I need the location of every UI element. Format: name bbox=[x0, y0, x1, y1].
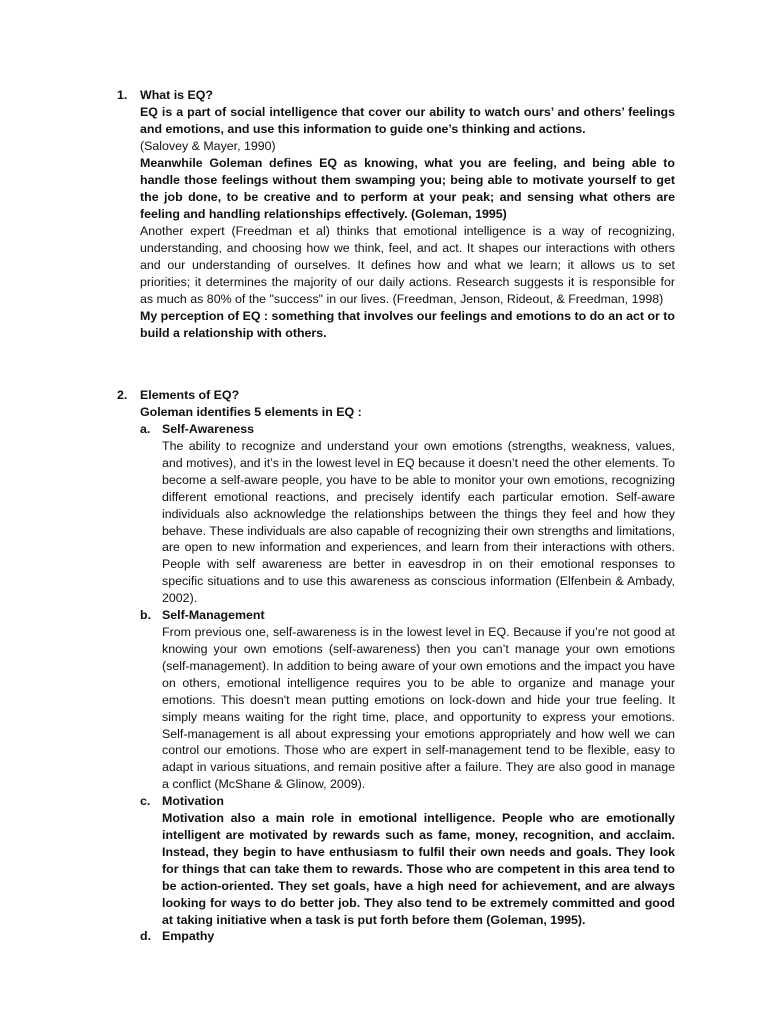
paragraph-my-perception: My perception of EQ : something that involves our feelings and emotions to do an act or to build a relationship with others. bbox=[140, 309, 675, 340]
section-title: What is EQ? bbox=[140, 88, 213, 102]
subsection-letter: d. bbox=[140, 929, 152, 944]
subsection-heading-motivation bbox=[140, 793, 677, 810]
subsection-title: Self-Management bbox=[162, 608, 265, 623]
subsection-title: Motivation bbox=[162, 794, 224, 809]
subsection-heading-self-awareness bbox=[140, 421, 677, 438]
section-number: 1. bbox=[117, 88, 128, 102]
paragraph-eq-definition: EQ is a part of social intelligence that cover our ability to watch ours’ and others’ feelings and emotions, and use this information to guide one’s thinking and actions. bbox=[140, 105, 675, 136]
subsection-title: Self-Awareness bbox=[162, 422, 255, 436]
paragraph-citation-salovey: (Salovey & Mayer, 1990) bbox=[140, 139, 276, 153]
subsection-title: Empathy bbox=[162, 929, 215, 944]
paragraph-self-management: From previous one, self-awareness is in the lowest level in EQ. Because if you’re not good at knowing your own emotions (self-awareness) then you can’t manage your own emotions (self-management). In addition to being aware of your own emotions and the impact you have on others, emotional intelligence requires you to be able to organize and manage your emotions. This doesn't mean putting emotions on lock-down and hide your true feeling. It simply means waiting for the right time, place, and opportunity to express your emotions. Self-management is all about expressing your emotions appropriately and how well we can control our emotions. Those who are expert in self-management tend to be flexible, easy to adapt in various situations, and remain positive after a failure. They are also good in manage a conflict (McShane & Glinow, 2009). bbox=[162, 625, 675, 792]
subsection-heading-self-management bbox=[140, 607, 677, 624]
section-intro: Goleman identifies 5 elements in EQ : bbox=[140, 405, 362, 419]
section-what-is-eq bbox=[117, 87, 677, 342]
subsection-letter: c. bbox=[140, 794, 151, 809]
paragraph-self-awareness: The ability to recognize and understand your own emotions (strengths, weakness, values, and motives), and it’s in the lowest level in EQ because it doesn’t need the other elements. To become a self-aware people, you have to be able to monitor your own emotions, recognizing different emotional reactions, and precisely identify each particular emotion. Self-aware individuals also acknowledge the relationships between the things they feel and how they behave. These individuals are also capable of recognizing their own strengths and limitations, are open to new information and experiences, and learn from their interactions with others. People with self awareness are better in eavesdrop in on their emotional responses to specific situations and to use this awareness as conscious information (Elfenbein & Ambady, 2002). bbox=[162, 439, 675, 606]
paragraph-freedman-definition: Another expert (Freedman et al) thinks that emotional intelligence is a way of recognizing, understanding, and choosing how we think, feel, and act. It shapes our interactions with others and our understanding of ourselves. It defines how and what we learn; it allows us to set priorities; it determines the majority of our daily actions. Research suggests it is responsible for as much as 80% of the "success" in our lives. (Freedman, Jenson, Rideout, & Freedman, 1998) bbox=[140, 224, 675, 306]
paragraph-goleman-definition: Meanwhile Goleman defines EQ as knowing, what you are feeling, and being able to handle those feelings without them swamping you; being able to motivate yourself to get the job done, to be creative and to perform at your peak; and sensing what others are feeling and handling relationships effectively. (Goleman, 1995) bbox=[140, 156, 675, 221]
paragraph-motivation: Motivation also a main role in emotional intelligence. People who are emotionally intelligent are motivated by rewards such as fame, money, recognition, and acclaim. Instead, they begin to have enthusiasm to fulfil their own needs and goals. They look for things that can take them to rewards. Those who are competent in this area tend to be action-oriented. They set goals, have a high need for achievement, and are always looking for ways to do better job. They also tend to be extremely committed and good at taking initiative when a task is put forth before them (Goleman, 1995). bbox=[162, 811, 675, 927]
section-heading bbox=[117, 87, 677, 104]
subsection-letter: a. bbox=[140, 422, 151, 436]
section-number: 2. bbox=[117, 388, 128, 402]
section-elements-of-eq bbox=[117, 387, 677, 945]
section-title: Elements of EQ? bbox=[140, 388, 240, 402]
subsection-letter: b. bbox=[140, 608, 152, 623]
section-heading bbox=[117, 387, 677, 404]
subsection-heading-empathy bbox=[140, 928, 677, 945]
